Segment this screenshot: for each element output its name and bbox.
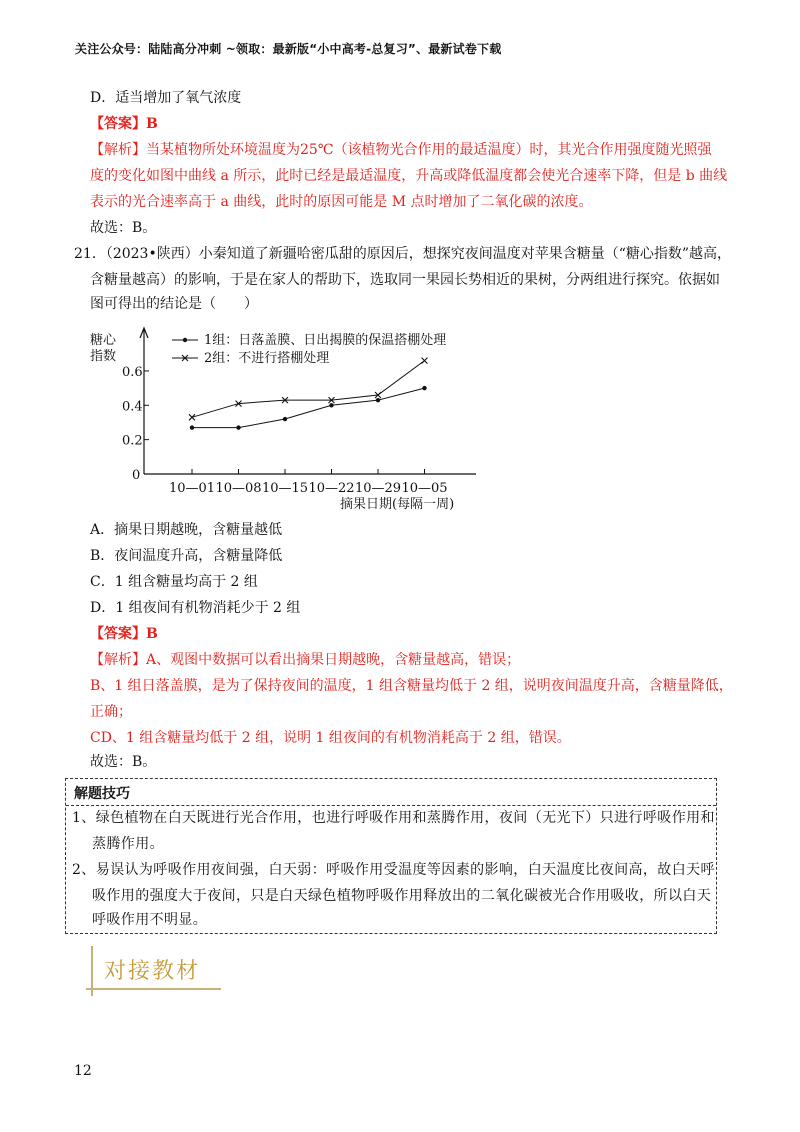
q21-stem-line2: 含糖量越高）的影响，于是在家人的帮助下，选取同一果园长势相近的果树，分两组进行探究。依据如 — [90, 272, 720, 288]
q21-analysis-line3: 正确； — [90, 704, 132, 720]
tip-2-line1: 2、易误认为呼吸作用夜间强，白天弱：呼吸作用受温度等因素的影响，白天温度比夜间高，故白天呼 — [72, 862, 715, 878]
legend-series-2: 2组：不进行搭棚处理 — [204, 351, 330, 366]
q20-option-d: D．适当增加了氧气浓度 — [90, 90, 242, 106]
q21-option-b: B．夜间温度升高，含糖量降低 — [90, 548, 283, 564]
y-axis-label-line1: 糖心 — [90, 333, 117, 348]
q21-analysis-line2: B、1 组日落盖膜，是为了保持夜间的温度，1 组含糖量均低于 2 组，说明夜间温度升高，含糖量降低， — [90, 678, 733, 694]
y-tick-label: 0.2 — [122, 433, 143, 449]
y-tick-label: 0.4 — [122, 399, 143, 415]
y-tick-label: 0.6 — [122, 364, 143, 380]
series-1-point — [236, 425, 240, 429]
x-tick-label: 10—29 — [354, 481, 402, 496]
tip-1-line1: 1、绿色植物在白天既进行光合作用，也进行呼吸作用和蒸腾作用，夜间（无光下）只进行呼吸作用和 — [72, 810, 715, 826]
q20-conclusion: 故选：B。 — [90, 220, 157, 236]
series-1-point — [329, 403, 333, 407]
x-axis-label: 摘果日期(每隔一周) — [340, 497, 455, 512]
q21-stem-line3: 图可得出的结论是（ ） — [90, 296, 258, 312]
series-2-point — [422, 358, 428, 364]
q21-conclusion: 故选：B。 — [90, 754, 157, 770]
q21-option-c: C．1 组含糖量均高于 2 组 — [90, 574, 258, 590]
x-tick-label: 10—08 — [215, 481, 262, 496]
series-1-point — [376, 398, 380, 402]
q20-analysis-line3: 表示的光合速率高于 a 曲线，此时的原因可能是 M 点时增加了二氧化碳的浓度。 — [90, 194, 593, 210]
series-line-1 — [192, 388, 425, 428]
page-header: 关注公众号：陆陆高分冲刺 ~领取：最新版“小中高考-总复习”、最新试卷下载 — [75, 42, 502, 56]
q21-answer: 【答案】B — [90, 626, 158, 642]
x-tick-label: 10—22 — [308, 481, 355, 496]
tip-1-line2: 蒸腾作用。 — [92, 836, 164, 852]
series-2-point — [189, 414, 195, 420]
series-line-2 — [192, 361, 425, 418]
x-tick-label: 10—15 — [261, 481, 309, 496]
q20-analysis-line2: 度的变化如图中曲线 a 所示，此时已经是最适温度，升高或降低温度都会使光合速率下降，但是 b 曲线 — [90, 168, 728, 184]
tips-title: 解题技巧 — [74, 786, 130, 802]
q21-analysis-line1: 【解析】A、观图中数据可以看出摘果日期越晚，含糖量越高，错误； — [90, 652, 521, 668]
q21-stem-line1: 21．（2023•陕西）小秦知道了新疆哈密瓜甜的原因后，想探究夜间温度对苹果含糖量（“糖心指数”越高， — [74, 246, 732, 262]
q21-option-a: A．摘果日期越晚，含糖量越低 — [90, 522, 283, 538]
page-number: 12 — [74, 1063, 92, 1079]
section-horizontal-rule — [86, 988, 221, 990]
tips-divider — [66, 805, 716, 806]
series-1-point — [422, 386, 426, 390]
y-axis-label-line2: 指数 — [90, 349, 117, 364]
q20-analysis-line1: 【解析】当某植物所处环境温度为25℃（该植物光合作用的最适温度）时，其光合作用强度随光照强 — [90, 142, 712, 158]
legend-marker-1 — [183, 338, 187, 342]
q21-analysis-line4: CD、1 组含糖量均低于 2 组，说明 1 组夜间的有机物消耗高于 2 组，错误。 — [90, 730, 571, 746]
q20-answer: 【答案】B — [90, 116, 158, 132]
q21-option-d: D．1 组夜间有机物消耗少于 2 组 — [90, 600, 301, 616]
y-origin-label: 0 — [132, 468, 141, 483]
x-tick-label: 10—01 — [168, 481, 216, 496]
x-tick-label: 10—05 — [401, 481, 448, 496]
sugar-index-chart — [84, 318, 484, 518]
legend-series-1: 1组：日落盖膜、日出揭膜的保温搭棚处理 — [204, 333, 447, 348]
tip-2-line3: 呼吸作用不明显。 — [92, 912, 208, 928]
series-1-point — [190, 425, 194, 429]
section-title: 对接教材 — [104, 959, 201, 984]
series-1-point — [283, 417, 287, 421]
tip-2-line2: 吸作用的强度大于夜间，只是白天绿色植物呼吸作用释放出的二氧化碳被光合作用吸收，所以白天 — [92, 888, 712, 904]
section-heading — [86, 946, 226, 996]
